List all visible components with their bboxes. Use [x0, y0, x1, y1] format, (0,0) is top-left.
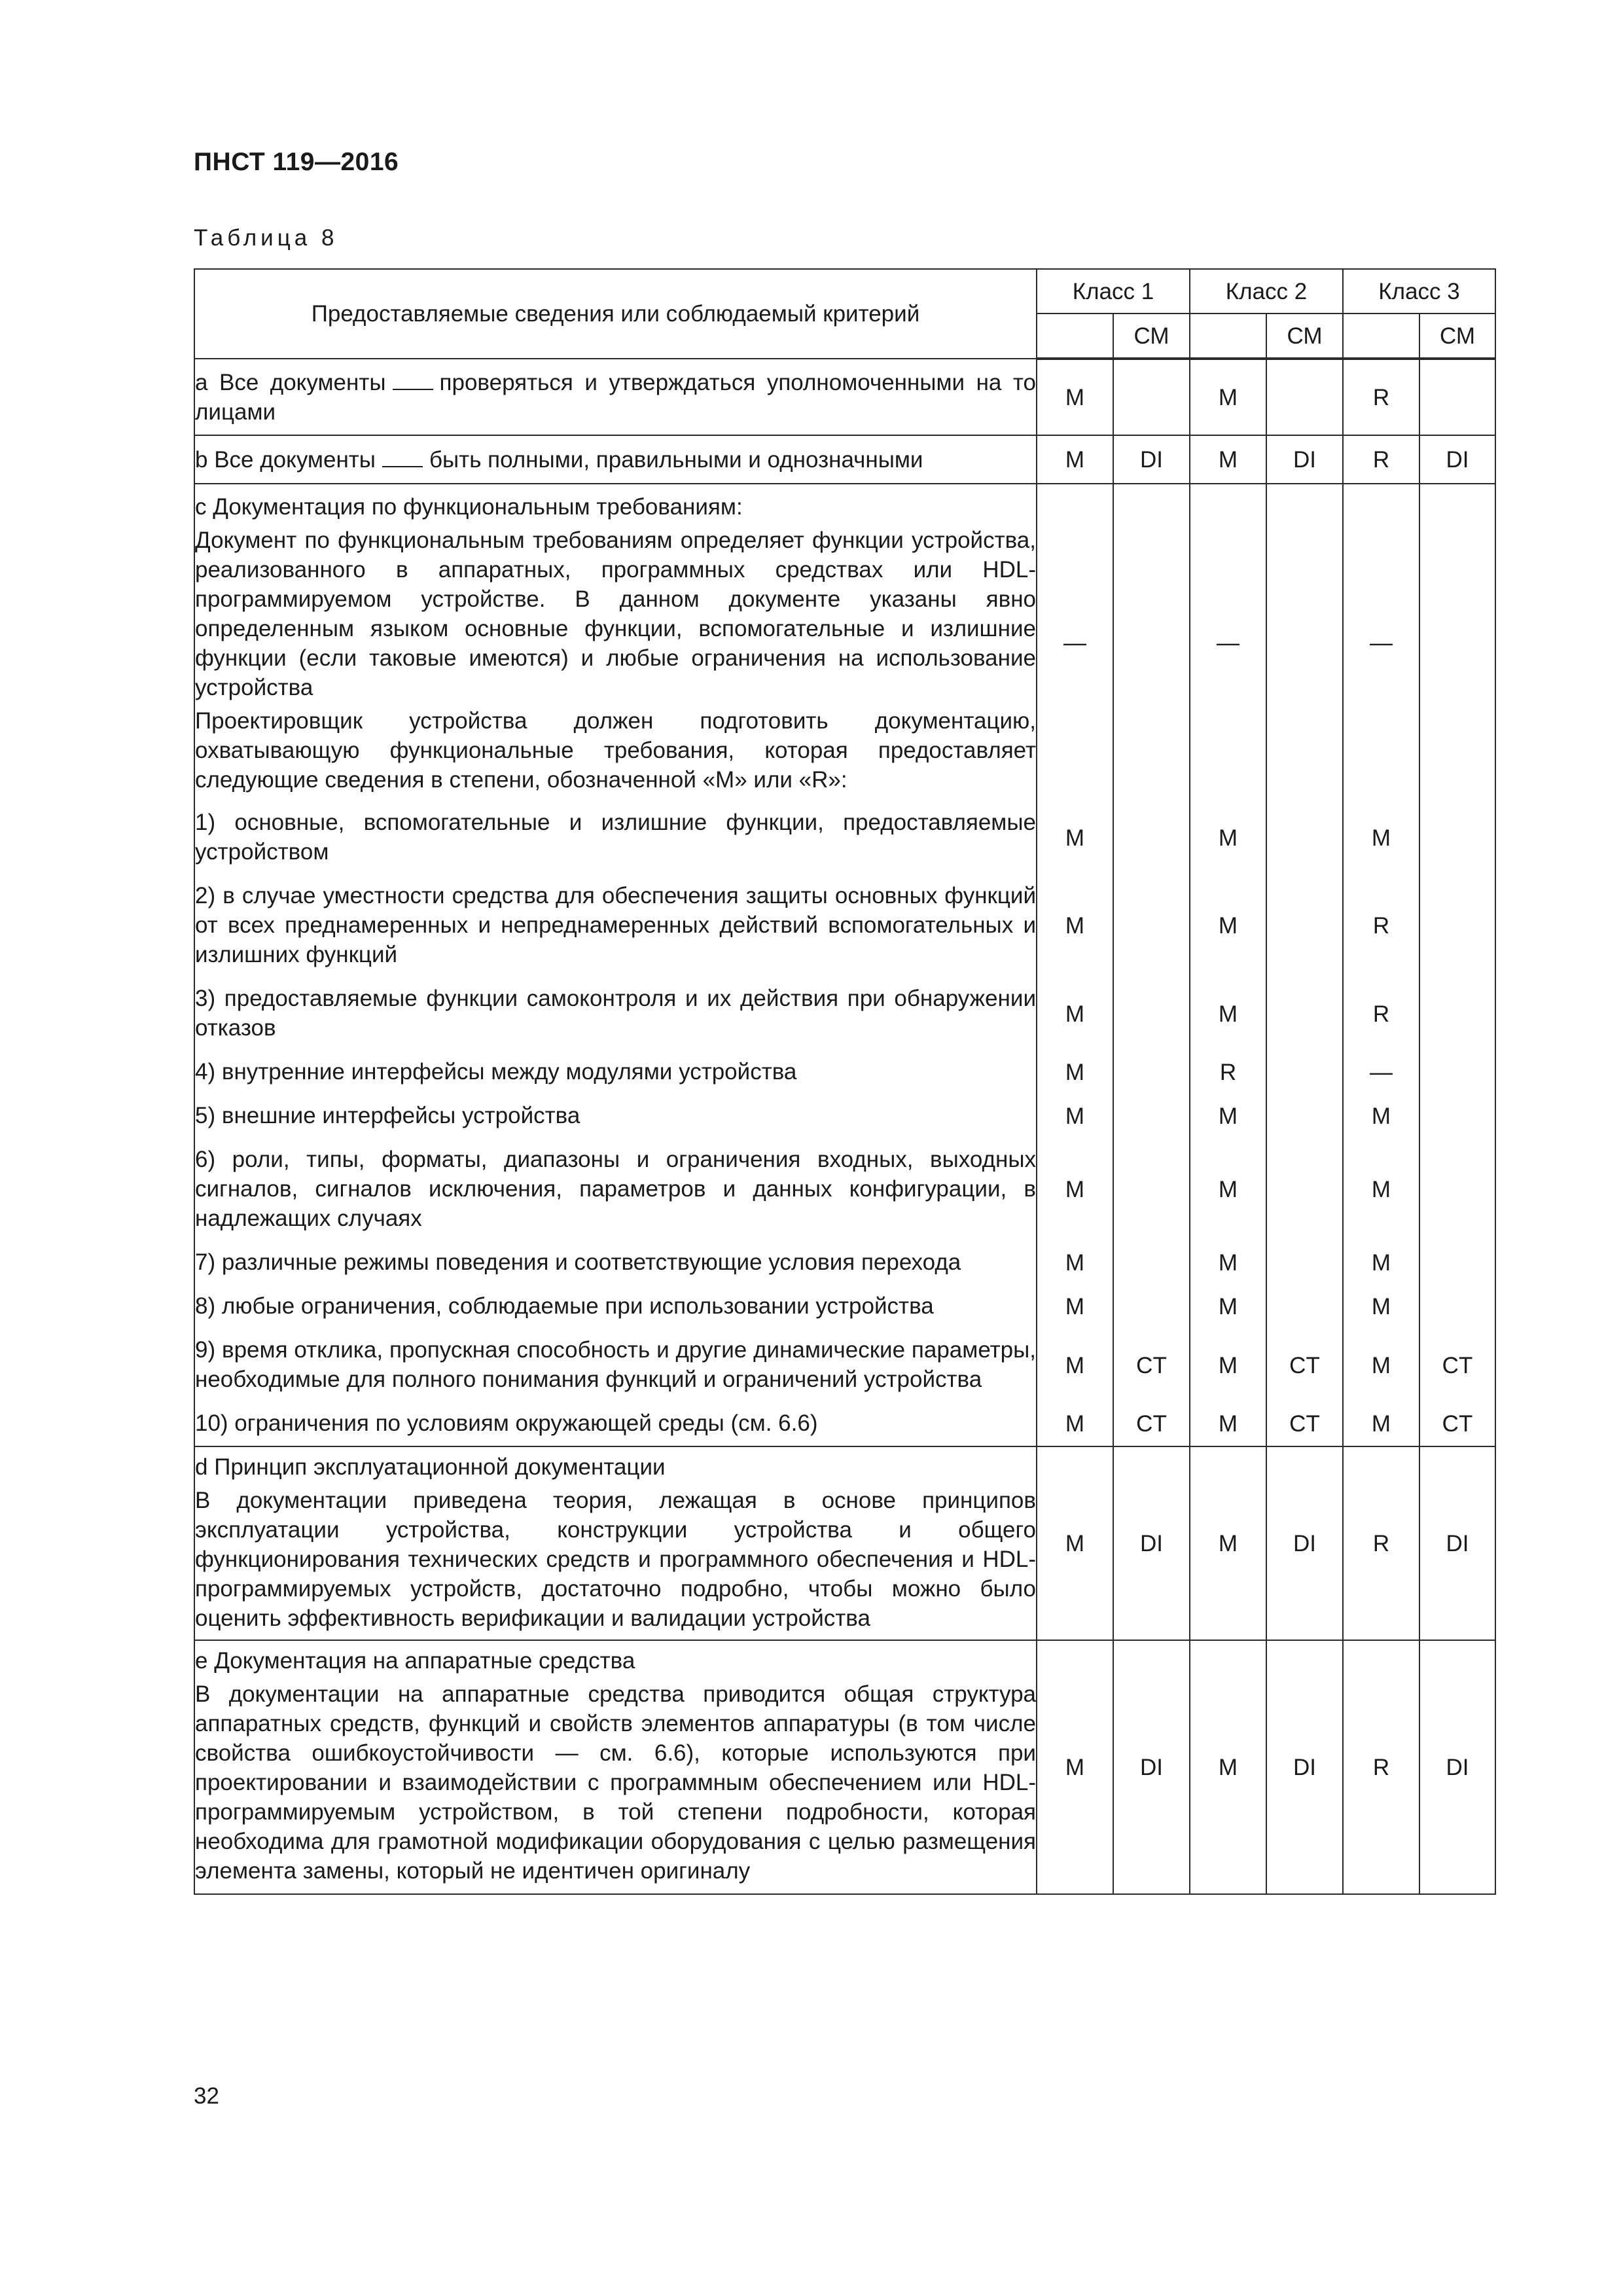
- value-cell: [1266, 977, 1343, 1050]
- table-row: [194, 1094, 1495, 1138]
- table-row: [194, 1640, 1495, 1894]
- value-cell: R: [1343, 1446, 1419, 1640]
- value-cell: CT: [1113, 1402, 1190, 1446]
- value-cell: —: [1343, 1050, 1419, 1094]
- value-cell: [1113, 874, 1190, 977]
- value-cell: M: [1190, 1241, 1266, 1285]
- value-cell: DI: [1419, 1640, 1495, 1894]
- value-cell: DI: [1266, 435, 1343, 484]
- value-cell: [1419, 1285, 1495, 1329]
- value-cell: M: [1343, 1138, 1419, 1241]
- value-cell: CT: [1266, 1402, 1343, 1446]
- value-cell: CT: [1266, 1329, 1343, 1402]
- value-cell: M: [1037, 1138, 1113, 1241]
- value-cell: M: [1037, 1241, 1113, 1285]
- value-cell: R: [1343, 977, 1419, 1050]
- value-cell: [1113, 359, 1190, 435]
- value-cell: [1266, 874, 1343, 977]
- table-row: [194, 1329, 1495, 1402]
- value-cell: [1419, 874, 1495, 977]
- row-e-title: е Документация на аппаратные средства: [195, 1648, 635, 1674]
- criterion-cell: 10) ограничения по условиям окружающей среды (см. 6.6): [194, 1402, 1037, 1446]
- row-b-text-end: быть полными, правильными и однозначными: [429, 446, 923, 473]
- class-2-header: Класс 2: [1190, 269, 1343, 314]
- value-cell: M: [1037, 435, 1113, 484]
- value-cell: [1419, 1241, 1495, 1285]
- row-c-paragraph-2: Проектировщик устройства должен подготовить документацию, охватывающую функциональные требования, которая предоставляет следующие сведения в степени, обозначенной «M» или «R»:: [195, 708, 1036, 793]
- class-1-header: Класс 1: [1037, 269, 1190, 314]
- criterion-cell: 1) основные, вспомогательные и излишние функции, предоставляемые устройством: [194, 801, 1037, 874]
- value-cell: M: [1190, 1640, 1266, 1894]
- value-cell: —: [1190, 484, 1266, 801]
- criterion-cell: 4) внутренние интерфейсы между модулями устройства: [194, 1050, 1037, 1094]
- class-3-cm-header: СМ: [1419, 314, 1495, 359]
- table-row: [194, 1241, 1495, 1285]
- criterion-cell: [194, 1640, 1037, 1894]
- class-1-value-header: [1037, 314, 1113, 359]
- value-cell: [1266, 1285, 1343, 1329]
- value-cell: M: [1037, 1285, 1113, 1329]
- blank-line: [382, 446, 423, 467]
- value-cell: [1113, 1241, 1190, 1285]
- row-e-paragraph: В документации на аппаратные средства приводится общая структура аппаратных средств, функций и свойств элементов аппаратуры (в том числе свойства ошибкоустойчивости — см. 6.6), которые используются при проектировании и взаимодействии с программным обеспечением или HDL-программируемым устройством, в той степени подробности, которая необходима для грамотной модификации оборудования с целью размещения элемента замены, который не идентичен оригиналу: [195, 1681, 1036, 1884]
- class-3-value-header: [1343, 314, 1419, 359]
- class-2-cm-header: СМ: [1266, 314, 1343, 359]
- value-cell: —: [1343, 484, 1419, 801]
- value-cell: M: [1190, 1094, 1266, 1138]
- value-cell: R: [1190, 1050, 1266, 1094]
- document-code: ПНСТ 119—2016: [194, 148, 399, 176]
- row-c-paragraph-1: Документ по функциональным требованиям определяет функции устройства, реализованного в аппаратных, программных средствах или HDL-программируемом устройстве. В данном документе указаны явно определенным языком основные функции, вспомогательные и излишние функции (если таковые имеются) и любые ограничения на использование устройства: [195, 528, 1036, 700]
- value-cell: [1266, 1138, 1343, 1241]
- table-row: [194, 359, 1495, 435]
- row-d-title: d Принцип эксплуатационной документации: [195, 1454, 666, 1480]
- value-cell: M: [1343, 1402, 1419, 1446]
- criterion-cell: [194, 359, 1037, 435]
- value-cell: R: [1343, 1640, 1419, 1894]
- row-d-paragraph: В документации приведена теория, лежащая в основе принципов эксплуатации устройства, конструкции устройства и общего функционирования технических средств и программного обеспечения и HDL-программируемых устройств, достаточно подробно, чтобы можно было оценить эффективность верификации и валидации устройства: [195, 1488, 1036, 1631]
- row-a-text-start: а Все документы: [195, 369, 386, 395]
- row-a-text-end: проверяться и утверждаться уполномоченными на то лицами: [195, 369, 1036, 425]
- value-cell: DI: [1419, 435, 1495, 484]
- value-cell: [1266, 484, 1343, 801]
- value-cell: M: [1037, 1446, 1113, 1640]
- criterion-cell: 2) в случае уместности средства для обеспечения защиты основных функций от всех преднамеренных и непреднамеренных действий вспомогательных и излишних функций: [194, 874, 1037, 977]
- value-cell: M: [1037, 1094, 1113, 1138]
- blank-line: [393, 369, 433, 390]
- requirements-table: [194, 268, 1496, 1895]
- criterion-column-header: Предоставляемые сведения или соблюдаемый критерий: [194, 269, 1037, 359]
- value-cell: [1113, 1050, 1190, 1094]
- class-2-value-header: [1190, 314, 1266, 359]
- value-cell: M: [1190, 874, 1266, 977]
- value-cell: [1113, 484, 1190, 801]
- value-cell: M: [1190, 801, 1266, 874]
- value-cell: CT: [1419, 1329, 1495, 1402]
- value-cell: M: [1343, 1241, 1419, 1285]
- table-row: [194, 977, 1495, 1050]
- value-cell: M: [1190, 359, 1266, 435]
- value-cell: M: [1343, 801, 1419, 874]
- value-cell: [1266, 1050, 1343, 1094]
- value-cell: R: [1343, 359, 1419, 435]
- value-cell: M: [1343, 1285, 1419, 1329]
- criterion-cell: [194, 1446, 1037, 1640]
- value-cell: M: [1190, 1285, 1266, 1329]
- value-cell: [1113, 1138, 1190, 1241]
- table-row: [194, 435, 1495, 484]
- value-cell: [1419, 484, 1495, 801]
- value-cell: M: [1037, 1050, 1113, 1094]
- value-cell: [1419, 801, 1495, 874]
- page-number: 32: [194, 2083, 219, 2109]
- table-row: [194, 1050, 1495, 1094]
- value-cell: M: [1190, 1329, 1266, 1402]
- value-cell: [1113, 801, 1190, 874]
- value-cell: DI: [1113, 1640, 1190, 1894]
- class-1-cm-header: СМ: [1113, 314, 1190, 359]
- value-cell: [1113, 1094, 1190, 1138]
- value-cell: [1266, 1094, 1343, 1138]
- value-cell: [1419, 359, 1495, 435]
- value-cell: M: [1037, 1402, 1113, 1446]
- value-cell: R: [1343, 874, 1419, 977]
- criterion-cell: 8) любые ограничения, соблюдаемые при использовании устройства: [194, 1285, 1037, 1329]
- value-cell: M: [1343, 1329, 1419, 1402]
- value-cell: DI: [1113, 435, 1190, 484]
- value-cell: —: [1037, 484, 1113, 801]
- value-cell: [1113, 1285, 1190, 1329]
- value-cell: DI: [1266, 1446, 1343, 1640]
- criterion-cell: [194, 435, 1037, 484]
- value-cell: M: [1343, 1094, 1419, 1138]
- criterion-cell: 6) роли, типы, форматы, диапазоны и ограничения входных, выходных сигналов, сигналов исключения, параметров и данных конфигурации, в надлежащих случаях: [194, 1138, 1037, 1241]
- row-c-title: с Документация по функциональным требованиям:: [195, 494, 743, 520]
- value-cell: M: [1037, 1640, 1113, 1894]
- table-row: [194, 1138, 1495, 1241]
- class-3-header: Класс 3: [1343, 269, 1495, 314]
- value-cell: DI: [1113, 1446, 1190, 1640]
- value-cell: M: [1190, 1446, 1266, 1640]
- value-cell: DI: [1419, 1446, 1495, 1640]
- table-caption: Таблица 8: [194, 225, 338, 251]
- value-cell: M: [1037, 801, 1113, 874]
- value-cell: CT: [1419, 1402, 1495, 1446]
- table-row: [194, 801, 1495, 874]
- criterion-cell: 9) время отклика, пропускная способность и другие динамические параметры, необходимые для полного понимания функций и ограничений устройства: [194, 1329, 1037, 1402]
- value-cell: DI: [1266, 1640, 1343, 1894]
- value-cell: [1266, 359, 1343, 435]
- value-cell: [1419, 1050, 1495, 1094]
- value-cell: M: [1190, 1402, 1266, 1446]
- value-cell: M: [1037, 874, 1113, 977]
- criterion-cell: 7) различные режимы поведения и соответствующие условия перехода: [194, 1241, 1037, 1285]
- value-cell: M: [1037, 359, 1113, 435]
- value-cell: [1419, 977, 1495, 1050]
- value-cell: M: [1037, 977, 1113, 1050]
- table-row: [194, 1446, 1495, 1640]
- value-cell: [1266, 801, 1343, 874]
- value-cell: [1419, 1138, 1495, 1241]
- value-cell: [1113, 977, 1190, 1050]
- value-cell: M: [1037, 1329, 1113, 1402]
- value-cell: M: [1190, 1138, 1266, 1241]
- value-cell: R: [1343, 435, 1419, 484]
- value-cell: CT: [1113, 1329, 1190, 1402]
- criterion-cell: [194, 484, 1037, 801]
- criterion-cell: 3) предоставляемые функции самоконтроля и их действия при обнаружении отказов: [194, 977, 1037, 1050]
- value-cell: M: [1190, 977, 1266, 1050]
- table-row: [194, 1285, 1495, 1329]
- value-cell: [1419, 1094, 1495, 1138]
- row-b-text-start: b Все документы: [195, 446, 376, 473]
- table-row: [194, 1402, 1495, 1446]
- value-cell: [1266, 1241, 1343, 1285]
- table-row: [194, 874, 1495, 977]
- table-row: [194, 484, 1495, 801]
- criterion-cell: 5) внешние интерфейсы устройства: [194, 1094, 1037, 1138]
- value-cell: M: [1190, 435, 1266, 484]
